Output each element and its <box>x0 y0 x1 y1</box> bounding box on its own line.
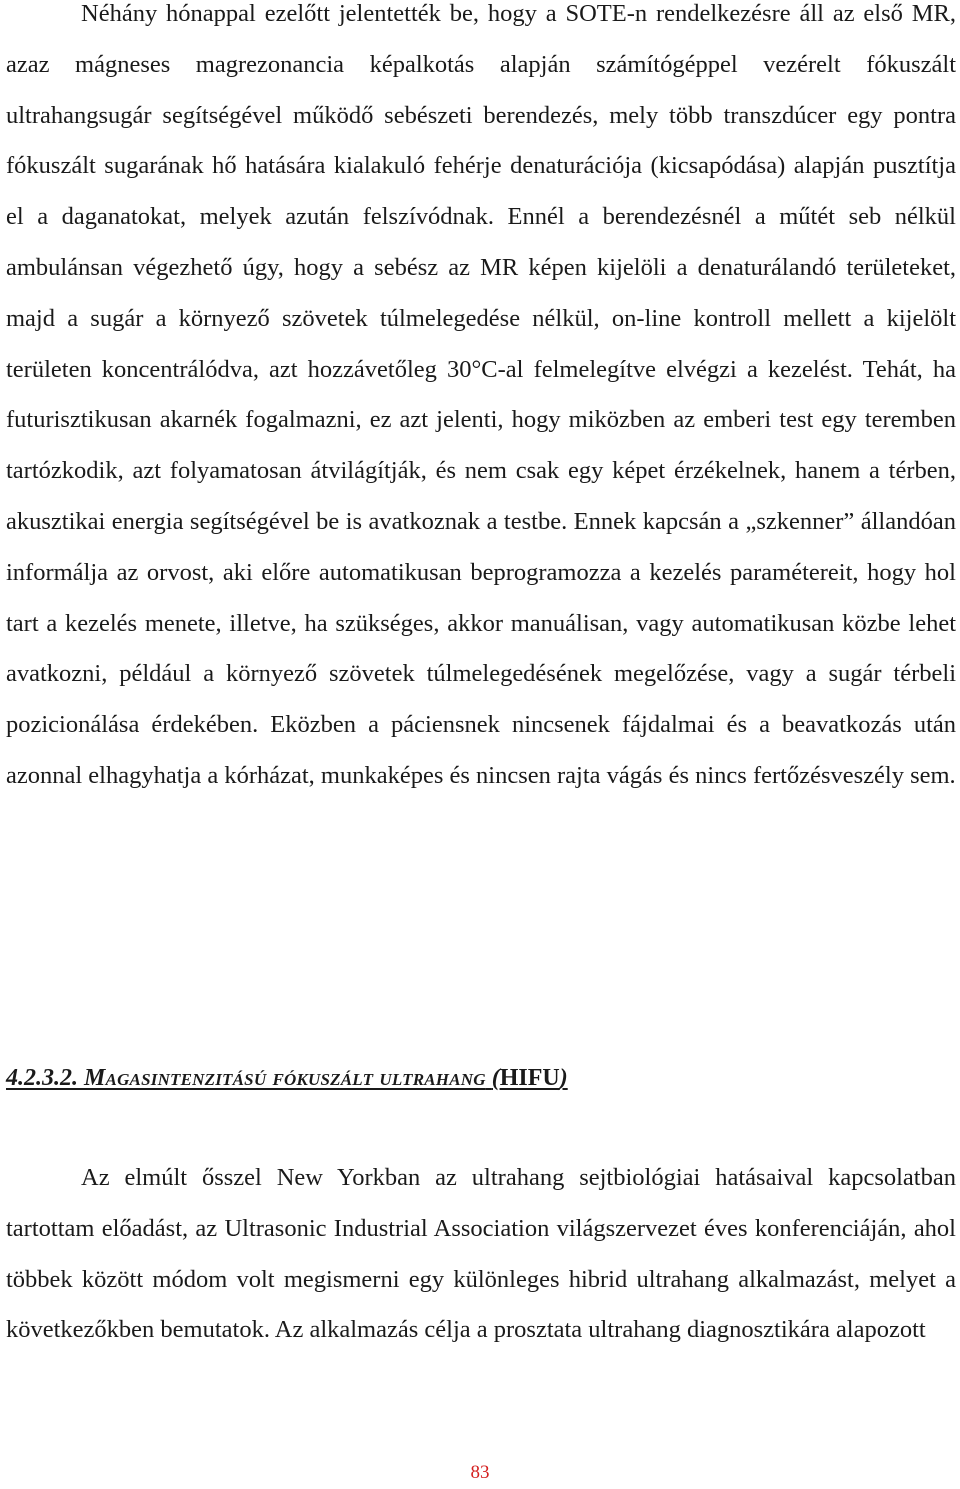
page-number: 83 <box>470 1462 490 1483</box>
body-paragraph-1: Néhány hónappal ezelőtt jelentették be, hogy a SOTE-n rendelkezésre áll az első MR, azaz mágneses magrezonancia képalkotás alapján számítógéppel vezérelt fókuszált ultrahangsugár segítségével működő sebészeti berendezés, mely több transzdúcer egy pontra fókuszált sugarának hő hatására kialakuló fehérje denaturációja (kicsapódása) alapján pusztítja el a daganatokat, melyek azután felszívódnak. Ennél a berendezésnél a műtét seb nélkül ambulánsan végezhető úgy, hogy a sebész az MR képen kijelöli a denaturálandó területeket, majd a sugár a környező szövetek túlmelegedése nélkül, on-line kontroll mellett a kijelölt területen koncentrálódva, azt hozzávetőleg 30°C-al felmelegítve elvégzi a kezelést. Tehát, ha futurisztikusan akarnék fogalmazni, ez azt jelenti, hogy miközben az emberi test egy teremben tartózkodik, azt folyamatosan átvilágítják, és nem csak egy képet érzékelnek, hanem a térben, akusztikai energia segítségével be is avatkoznak a testbe. Ennek kapcsán a „szkenner” állandóan informálja az orvost, aki előre automatikusan beprogramozza a kezelés paramétereit, hogy hol tart a kezelés menete, illetve, ha szükséges, akkor manuálisan, vagy automatikusan közbe lehet avatkozni, például a környező szövetek túlmelegedésének megelőzése, vagy a sugár térbeli pozicionálása érdekében. Eközben a páciensnek nincsenek fájdalmai és a beavatkozás után azonnal elhagyhatja a kórházat, munkaképes és nincsen rajta vágás és nincs fertőzésveszély sem. <box>6 0 956 789</box>
section-title: Magasintenzitású fókuszált ultrahang <box>84 1065 486 1091</box>
section-heading <box>6 1062 568 1094</box>
section-abbreviation: HIFU <box>499 1065 560 1091</box>
section-number: 4.2.3.2. <box>6 1065 78 1091</box>
section-heading-underline <box>6 1065 568 1091</box>
section-abbr-open: ( <box>491 1065 500 1091</box>
section-abbr-close: ) <box>559 1065 568 1091</box>
body-paragraph-2: Az elmúlt ősszel New Yorkban az ultrahang sejtbiológiai hatásaival kapcsolatban tartottam előadást, az Ultrasonic Industrial Association világszervezet éves konferenciáján, ahol többek között módom volt megismerni egy különleges hibrid ultrahang alkalmazást, melyet a következőkben bemutatok. Az alkalmazás célja a prosztata ultrahang diagnosztikára alapozott <box>6 1164 956 1344</box>
